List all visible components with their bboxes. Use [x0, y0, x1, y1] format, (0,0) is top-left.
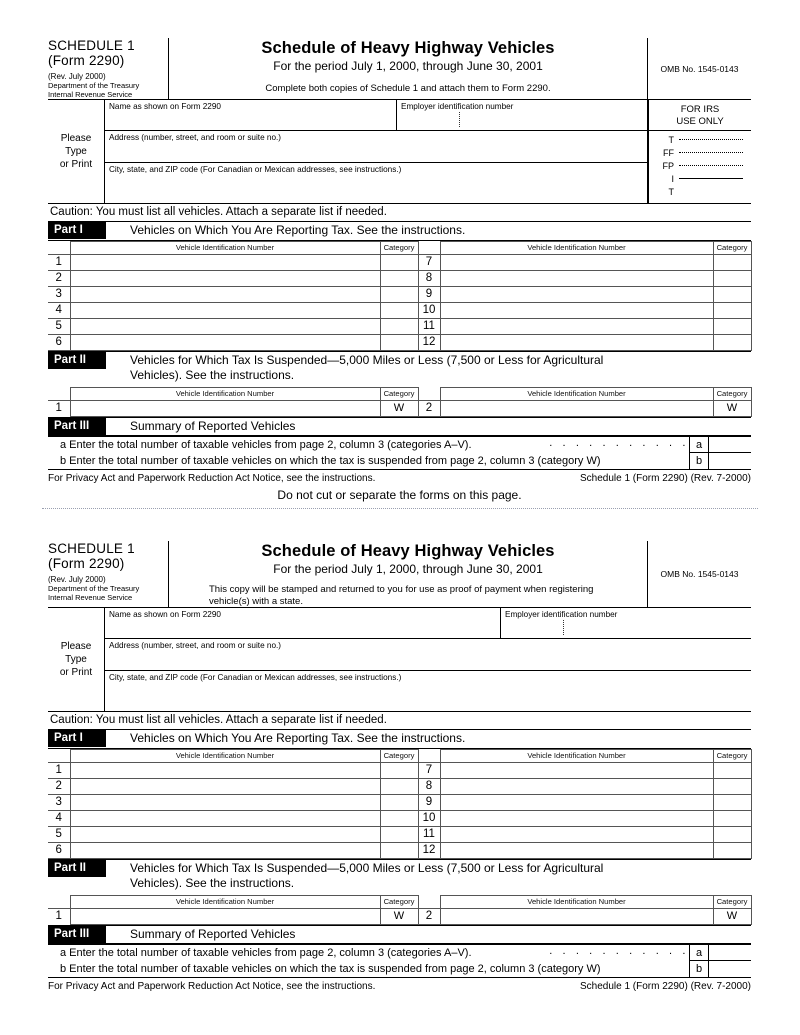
irs-code-rows — [649, 131, 751, 198]
part-1-title: Vehicles on Which You Are Reporting Tax. See the instructions. — [130, 223, 466, 238]
row-number-right: 7 — [418, 762, 440, 778]
row-number-right: 12 — [418, 334, 440, 350]
th-category-right: Category — [713, 895, 751, 908]
form-title-block — [168, 38, 647, 99]
th-spacer-right — [418, 895, 440, 908]
department-line-2: Internal Revenue Service — [48, 89, 133, 99]
part-2-rows — [48, 908, 751, 924]
row-number-right: 2 — [418, 908, 440, 924]
name-label: Name as shown on Form 2290 — [109, 610, 221, 619]
table-row — [48, 286, 751, 302]
vin-cell-right[interactable] — [440, 270, 713, 286]
part-2-title — [106, 352, 603, 385]
th-vin-right: Vehicle Identification Number — [440, 895, 713, 908]
form-proof-of-payment-note — [175, 584, 641, 607]
ein-label: Employer identification number — [401, 102, 514, 112]
category-cell-left[interactable] — [380, 842, 418, 858]
part-1-rows — [48, 254, 751, 350]
summary-line-a-leaders: . . . . . . . . . . . — [549, 437, 689, 450]
category-cell-left[interactable] — [380, 334, 418, 350]
vin-cell-left[interactable] — [70, 794, 380, 810]
th-vin-left: Vehicle Identification Number — [70, 241, 380, 254]
please-type-or-print-label — [48, 608, 105, 711]
ein-separator-icon — [459, 112, 460, 127]
ptp-line-1: Please — [60, 641, 92, 652]
vin-cell-right[interactable] — [440, 400, 713, 416]
address-label: Address (number, street, and room or suite no.) — [109, 641, 282, 650]
masthead-copy-2 — [48, 541, 751, 607]
vin-cell-left[interactable] — [70, 810, 380, 826]
please-type-or-print-label — [48, 100, 105, 203]
vin-cell-right[interactable] — [440, 908, 713, 924]
row-number-right: 7 — [418, 254, 440, 270]
for-irs-use-only-box — [647, 100, 751, 203]
vin-cell-right[interactable] — [440, 286, 713, 302]
part-2-title-line-2: Vehicles). See the instructions. — [130, 368, 295, 383]
table-row — [48, 778, 751, 794]
th-spacer-left — [48, 241, 70, 254]
part-2-title-line-1: Vehicles for Which Tax Is Suspended—5,000 Miles or Less (7,500 or Less for Agricultural — [130, 860, 604, 875]
schedule-label: SCHEDULE 1 — [48, 38, 135, 53]
category-cell-right[interactable] — [713, 810, 751, 826]
irs-dotted-line-icon — [679, 152, 743, 153]
category-cell-left: W — [380, 400, 418, 416]
row-number-left: 4 — [48, 302, 70, 318]
vin-cell-right[interactable] — [440, 302, 713, 318]
row-number-right: 10 — [418, 810, 440, 826]
irs-row-ff[interactable] — [649, 146, 751, 159]
form-title: Schedule of Heavy Highway Vehicles — [261, 542, 555, 560]
part-2-tag: Part II — [48, 352, 106, 369]
ein-separator-icon — [563, 620, 564, 635]
irs-row-fp[interactable] — [649, 159, 751, 172]
table-row — [48, 810, 751, 826]
name-field[interactable] — [105, 100, 397, 130]
category-cell-left: W — [380, 908, 418, 924]
row-number-right: 9 — [418, 286, 440, 302]
th-vin-right: Vehicle Identification Number — [440, 241, 713, 254]
form-revision-footer: Schedule 1 (Form 2290) (Rev. 7-2000) — [579, 981, 751, 992]
vin-cell-left[interactable] — [70, 762, 380, 778]
category-cell-left[interactable] — [380, 826, 418, 842]
part-2-header-copy-1 — [48, 351, 751, 385]
form-identity-block — [48, 38, 168, 99]
table-row — [48, 270, 751, 286]
form-period: For the period July 1, 2000, through June 30, 2001 — [273, 59, 543, 73]
vin-cell-right[interactable] — [440, 334, 713, 350]
summary-line-b-value[interactable] — [709, 453, 751, 469]
footer-copy-1 — [48, 470, 751, 486]
category-cell-left[interactable] — [380, 302, 418, 318]
ptp-line-1: Please — [60, 133, 92, 145]
revision-label: (Rev. July 2000) — [48, 72, 106, 81]
table-row — [48, 908, 751, 924]
proof-note-line-2: vehicle(s) with a state. — [209, 595, 303, 607]
ptp-line-2: Type — [65, 146, 87, 158]
summary-line-a-text: a Enter the total number of taxable vehicles from page 2, column 3 (categories A–V). — [60, 947, 472, 959]
part-1-rows — [48, 762, 751, 858]
name-ein-row — [105, 608, 751, 639]
irs-row-t[interactable] — [649, 133, 751, 146]
summary-line-b-text: b Enter the total number of taxable vehicles on which the tax is suspended from page 2, column 3 (category W) — [60, 455, 601, 468]
vin-cell-right[interactable] — [440, 778, 713, 794]
row-number-left: 1 — [48, 762, 70, 778]
part-1-header-copy-1 — [48, 221, 751, 241]
vin-cell-right[interactable] — [440, 762, 713, 778]
form-title: Schedule of Heavy Highway Vehicles — [261, 39, 555, 57]
category-cell-left[interactable] — [380, 318, 418, 334]
th-spacer-left — [48, 749, 70, 762]
part-3-summary-copy-2 — [48, 944, 751, 978]
part-1-title: Vehicles on Which You Are Reporting Tax. See the instructions. — [130, 731, 466, 745]
ptp-line-2: Type — [65, 654, 87, 665]
vin-cell-right[interactable] — [440, 254, 713, 270]
summary-line-a-value[interactable] — [709, 437, 751, 453]
row-number-left: 5 — [48, 318, 70, 334]
part-2-title-line-1: Vehicles for Which Tax Is Suspended—5,000 Miles or Less (7,500 or Less for Agricultural — [130, 352, 604, 367]
irs-heading-line-1: FOR IRS — [680, 104, 720, 116]
revision-label: (Rev. July 2000) — [48, 575, 106, 584]
form-title-block — [168, 541, 647, 607]
vin-cell-left[interactable] — [70, 302, 380, 318]
irs-row-label-ff: FF — [663, 147, 674, 158]
part-3-tag: Part III — [48, 926, 106, 943]
part-1-header-copy-2 — [48, 729, 751, 749]
row-number-right: 11 — [418, 318, 440, 334]
row-number-right: 2 — [418, 400, 440, 416]
vin-cell-left[interactable] — [70, 254, 380, 270]
city-label: City, state, and ZIP code (For Canadian or Mexican addresses, see instructions.) — [109, 673, 402, 682]
part-2-tag: Part II — [48, 860, 106, 877]
form-period: For the period July 1, 2000, through June 30, 2001 — [273, 562, 543, 576]
row-number-left: 4 — [48, 810, 70, 826]
table-header-row — [48, 387, 751, 400]
th-category-right: Category — [713, 749, 751, 762]
ein-field[interactable] — [501, 608, 751, 638]
summary-line-b-letter: b — [689, 453, 709, 469]
identity-fields — [105, 100, 647, 203]
caution-note-copy-1: Caution: You must list all vehicles. Attach a separate list if needed. — [48, 203, 751, 221]
part-2-title-line-2: Vehicles). See the instructions. — [130, 876, 295, 890]
category-cell-right[interactable] — [713, 254, 751, 270]
caution-note-copy-2: Caution: You must list all vehicles. Attach a separate list if needed. — [48, 711, 751, 729]
category-cell-left[interactable] — [380, 270, 418, 286]
summary-line-a-leaders: . . . . . . . . . . . — [549, 945, 689, 957]
vin-cell-right[interactable] — [440, 318, 713, 334]
form-identity-block — [48, 541, 168, 607]
table-header-row — [48, 895, 751, 908]
category-cell-right[interactable] — [713, 826, 751, 842]
row-number-left: 2 — [48, 778, 70, 794]
summary-line-b-value[interactable] — [709, 961, 751, 977]
irs-use-heading — [649, 100, 751, 131]
category-cell-left[interactable] — [380, 762, 418, 778]
row-number-right: 11 — [418, 826, 440, 842]
part-3-tag: Part III — [48, 418, 106, 435]
table-row — [48, 302, 751, 318]
name-ein-row — [105, 100, 647, 131]
th-vin-right: Vehicle Identification Number — [440, 387, 713, 400]
category-cell-right[interactable] — [713, 778, 751, 794]
part-3-title: Summary of Reported Vehicles — [130, 926, 296, 941]
vin-cell-left[interactable] — [70, 778, 380, 794]
table-row — [48, 254, 751, 270]
th-vin-left: Vehicle Identification Number — [70, 387, 380, 400]
schedule-label: SCHEDULE 1 — [48, 541, 135, 556]
address-field[interactable] — [105, 639, 751, 671]
vin-cell-right[interactable] — [440, 826, 713, 842]
row-number-right: 8 — [418, 270, 440, 286]
taxpayer-identity-block-copy-1 — [48, 99, 751, 203]
masthead-copy-1 — [48, 38, 751, 99]
form-revision-footer: Schedule 1 (Form 2290) (Rev. 7-2000) — [579, 473, 751, 485]
summary-line-b — [48, 453, 751, 469]
vin-cell-left[interactable] — [70, 334, 380, 350]
category-cell-left[interactable] — [380, 794, 418, 810]
category-cell-right: W — [713, 400, 751, 416]
part-2-header-copy-2 — [48, 859, 751, 893]
table-header-row — [48, 241, 751, 254]
th-spacer-left — [48, 895, 70, 908]
part-1-tag: Part I — [48, 222, 106, 239]
table-header-row — [48, 749, 751, 762]
th-category-left: Category — [380, 241, 418, 254]
irs-row-label-t: T — [668, 134, 674, 145]
ein-field[interactable] — [397, 100, 647, 130]
form-number-label: (Form 2290) — [48, 53, 125, 68]
summary-line-a-letter: a — [689, 437, 709, 453]
summary-line-b-letter: b — [689, 961, 709, 977]
omb-number: OMB No. 1545-0143 — [660, 63, 739, 74]
table-row — [48, 334, 751, 350]
th-category-right: Category — [713, 241, 751, 254]
footer-copy-2 — [48, 978, 751, 994]
th-spacer-right — [418, 387, 440, 400]
irs-row-i[interactable] — [649, 172, 751, 185]
vin-cell-right[interactable] — [440, 842, 713, 858]
th-vin-left: Vehicle Identification Number — [70, 749, 380, 762]
vin-cell-left[interactable] — [70, 826, 380, 842]
category-cell-right[interactable] — [713, 270, 751, 286]
summary-line-a-text: a Enter the total number of taxable vehicles from page 2, column 3 (categories A–V). — [60, 439, 472, 452]
part-2-title — [106, 860, 603, 893]
th-spacer-left — [48, 387, 70, 400]
taxpayer-identity-block-copy-2 — [48, 607, 751, 711]
th-spacer-right — [418, 241, 440, 254]
summary-line-a-letter: a — [689, 945, 709, 961]
category-cell-left[interactable] — [380, 254, 418, 270]
vin-cell-right[interactable] — [440, 794, 713, 810]
row-number-left: 3 — [48, 286, 70, 302]
row-number-left: 1 — [48, 254, 70, 270]
table-row — [48, 400, 751, 416]
form-instruction-note: Complete both copies of Schedule 1 and attach them to Form 2290. — [265, 83, 551, 94]
irs-solid-line-icon — [679, 178, 743, 179]
omb-block — [647, 38, 751, 99]
th-spacer-right — [418, 749, 440, 762]
th-vin-right: Vehicle Identification Number — [440, 749, 713, 762]
category-cell-right[interactable] — [713, 318, 751, 334]
irs-row-label-t2: T — [668, 186, 674, 197]
schedule-1-copy-2 — [48, 541, 751, 994]
address-field[interactable] — [105, 131, 647, 163]
part-2-rows — [48, 400, 751, 416]
category-cell-right[interactable] — [713, 762, 751, 778]
proof-note-line-1: This copy will be stamped and returned to you for use as proof of payment when registering — [209, 584, 594, 595]
vin-cell-left[interactable] — [70, 842, 380, 858]
summary-line-a-value[interactable] — [709, 945, 751, 961]
schedule-1-copy-1 — [48, 38, 751, 503]
row-number-right: 10 — [418, 302, 440, 318]
form-number-label: (Form 2290) — [48, 556, 125, 571]
city-state-zip-field[interactable] — [105, 671, 751, 711]
name-label: Name as shown on Form 2290 — [109, 102, 221, 112]
irs-blank-line-icon — [679, 191, 743, 192]
part-2-vin-table-copy-1 — [48, 387, 752, 417]
city-label: City, state, and ZIP code (For Canadian or Mexican addresses, see instructions.) — [109, 165, 402, 175]
row-number-right: 12 — [418, 842, 440, 858]
city-state-zip-field[interactable] — [105, 163, 647, 203]
row-number-left: 1 — [48, 908, 70, 924]
department-line-1: Department of the Treasury — [48, 584, 140, 593]
row-number-left: 6 — [48, 842, 70, 858]
category-cell-left[interactable] — [380, 778, 418, 794]
table-row — [48, 842, 751, 858]
summary-line-b — [48, 961, 751, 977]
irs-dotted-line-icon — [679, 165, 743, 166]
department-line-2: Internal Revenue Service — [48, 592, 133, 602]
th-category-left: Category — [380, 895, 418, 908]
category-cell-right: W — [713, 908, 751, 924]
vin-cell-left[interactable] — [70, 286, 380, 302]
category-cell-right[interactable] — [713, 286, 751, 302]
part-3-header-copy-2 — [48, 925, 751, 945]
row-number-right: 9 — [418, 794, 440, 810]
th-category-right: Category — [713, 387, 751, 400]
identity-fields — [105, 608, 751, 711]
irs-row-label-i: I — [671, 173, 674, 184]
row-number-left: 6 — [48, 334, 70, 350]
part-3-header-copy-1 — [48, 417, 751, 437]
summary-line-a — [48, 437, 751, 453]
part-1-vin-table-copy-2 — [48, 749, 752, 859]
row-number-left: 1 — [48, 400, 70, 416]
summary-line-a — [48, 945, 751, 961]
category-cell-right[interactable] — [713, 334, 751, 350]
summary-line-b-text: b Enter the total number of taxable vehicles on which the tax is suspended from page 2, column 3 (category W) — [60, 963, 601, 975]
irs-row-label-fp: FP — [662, 160, 674, 171]
category-cell-left[interactable] — [380, 286, 418, 302]
privacy-act-notice: For Privacy Act and Paperwork Reduction Act Notice, see the instructions. — [48, 981, 376, 992]
row-number-left: 2 — [48, 270, 70, 286]
part-2-vin-table-copy-2 — [48, 895, 752, 925]
vin-cell-left[interactable] — [70, 270, 380, 286]
irs-heading-line-2: USE ONLY — [676, 115, 724, 127]
irs-row-t2[interactable] — [649, 185, 751, 198]
table-row — [48, 794, 751, 810]
th-category-left: Category — [380, 749, 418, 762]
department-line-1: Department of the Treasury — [48, 81, 140, 90]
ein-label: Employer identification number — [505, 610, 618, 619]
vin-cell-left[interactable] — [70, 400, 380, 416]
cut-separator-line — [42, 508, 758, 509]
category-cell-right[interactable] — [713, 794, 751, 810]
vin-cell-left[interactable] — [70, 908, 380, 924]
table-row — [48, 318, 751, 334]
privacy-act-notice: For Privacy Act and Paperwork Reduction Act Notice, see the instructions. — [48, 473, 376, 485]
ptp-line-3: or Print — [59, 667, 93, 678]
omb-block — [647, 541, 751, 607]
part-3-title: Summary of Reported Vehicles — [130, 418, 296, 433]
part-1-vin-table-copy-1 — [48, 241, 752, 351]
row-number-left: 3 — [48, 794, 70, 810]
row-number-left: 5 — [48, 826, 70, 842]
category-cell-right[interactable] — [713, 842, 751, 858]
row-number-right: 8 — [418, 778, 440, 794]
category-cell-right[interactable] — [713, 302, 751, 318]
th-category-left: Category — [380, 387, 418, 400]
omb-number: OMB No. 1545-0143 — [660, 569, 739, 579]
vin-cell-left[interactable] — [70, 318, 380, 334]
th-vin-left: Vehicle Identification Number — [70, 895, 380, 908]
do-not-cut-note: Do not cut or separate the forms on this page. — [277, 488, 522, 503]
vin-cell-right[interactable] — [440, 810, 713, 826]
name-field[interactable] — [105, 608, 501, 638]
part-1-tag: Part I — [48, 730, 106, 747]
category-cell-left[interactable] — [380, 810, 418, 826]
address-label: Address (number, street, and room or suite no.) — [109, 133, 282, 143]
table-row — [48, 762, 751, 778]
ptp-line-3: or Print — [59, 159, 93, 171]
table-row — [48, 826, 751, 842]
part-3-summary-copy-1 — [48, 436, 751, 470]
irs-dotted-line-icon — [679, 139, 743, 140]
